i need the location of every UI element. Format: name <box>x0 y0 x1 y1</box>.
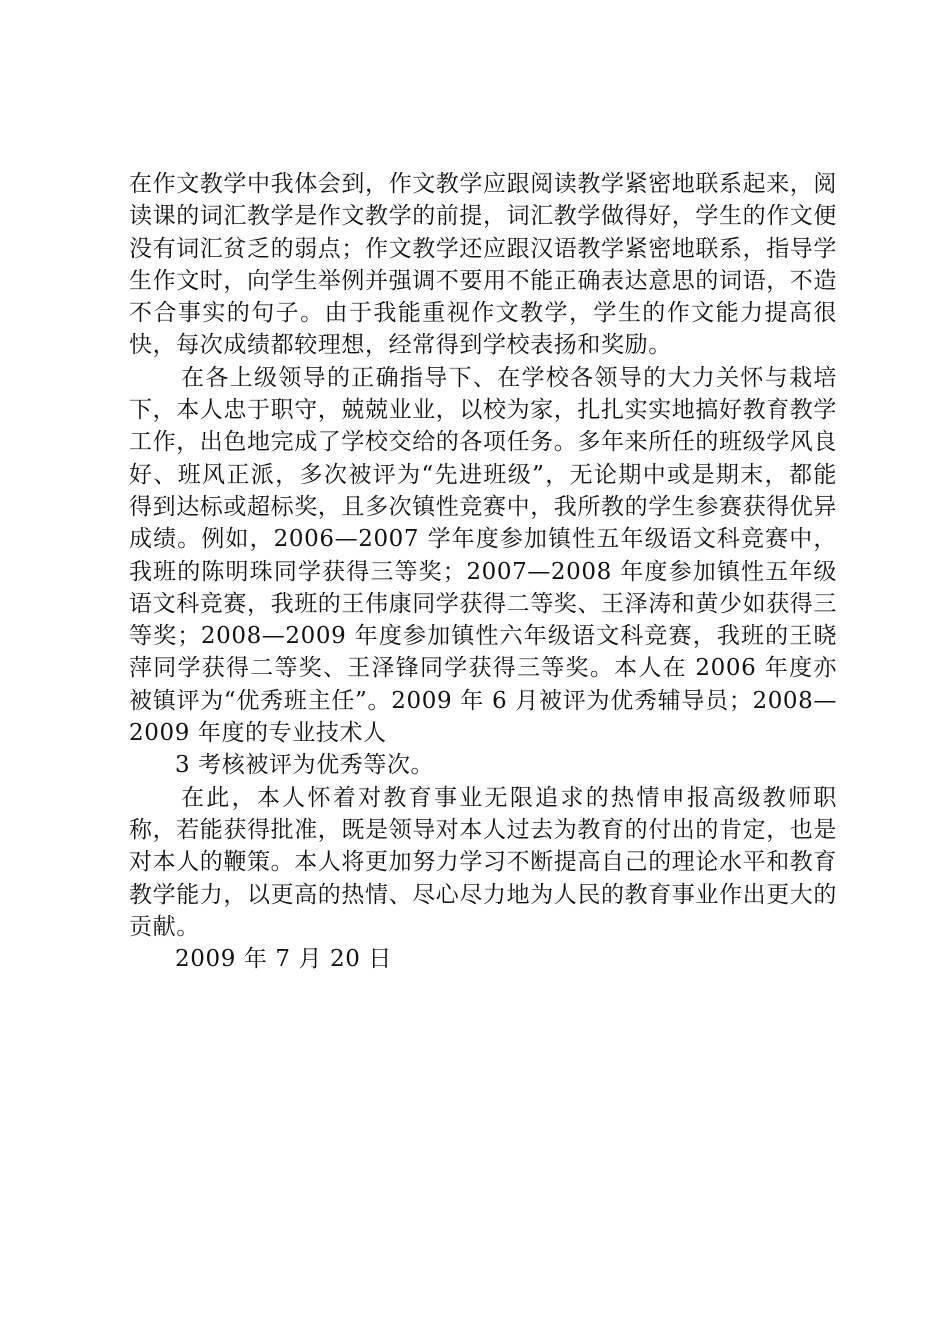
document-body <box>129 168 837 975</box>
paragraph-achievements: 在各上级领导的正确指导下、在学校各领导的大力关怀与栽培下，本人忠于职守，兢兢业业，以校为家，扎扎实实地搞好教育教学工作，出色地完成了学校交给的各项任务。多年来所任的班级学风良好、班风正派，多次被评为“先进班级”，无论期中或是期末，都能得到达标或超标奖，且多次镇性竞赛中，我所教的学生参赛获得优异成绩。例如，2006—2007 学年度参加镇性五年级语文科竞赛中，我班的陈明珠同学获得三等奖；2007—2008 年度参加镇性五年级语文科竞赛，我班的王伟康同学获得二等奖、王泽涛和黄少如获得三等奖；2008—2009 年度参加镇性六年级语文科竞赛，我班的王晓萍同学获得二等奖、王泽锋同学获得三等奖。本人在 2006 年度亦被镇评为“优秀班主任”。2009 年 6 月被评为优秀辅导员；2008—2009 年度的专业技术人 <box>129 364 837 747</box>
document-date: 2009 年 7 月 20 日 <box>175 946 392 973</box>
paragraph-assessment: 3 考核被评为优秀等次。 <box>175 752 435 779</box>
paragraph-writing-teaching: 在作文教学中我体会到，作文教学应跟阅读教学紧密地联系起来，阅读课的词汇教学是作文教学的前提，词汇教学做得好，学生的作文便没有词汇贫乏的弱点；作文教学还应跟汉语教学紧密地联系，指导学生作文时，向学生举例并强调不要用不能正确表达意思的词语，不造不合事实的句子。由于我能重视作文教学，学生的作文能力提高很快，每次成绩都较理想，经常得到学校表扬和奖励。 <box>129 171 837 359</box>
paragraph-application: 在此，本人怀着对教育事业无限追求的热情申报高级教师职称，若能获得批准，既是领导对本人过去为教育的付出的肯定，也是对本人的鞭策。本人将更加努力学习不断提高自己的理论水平和教育教学能力，以更高的热情、尽心尽力地为人民的教育事业作出更大的贡献。 <box>129 784 837 940</box>
